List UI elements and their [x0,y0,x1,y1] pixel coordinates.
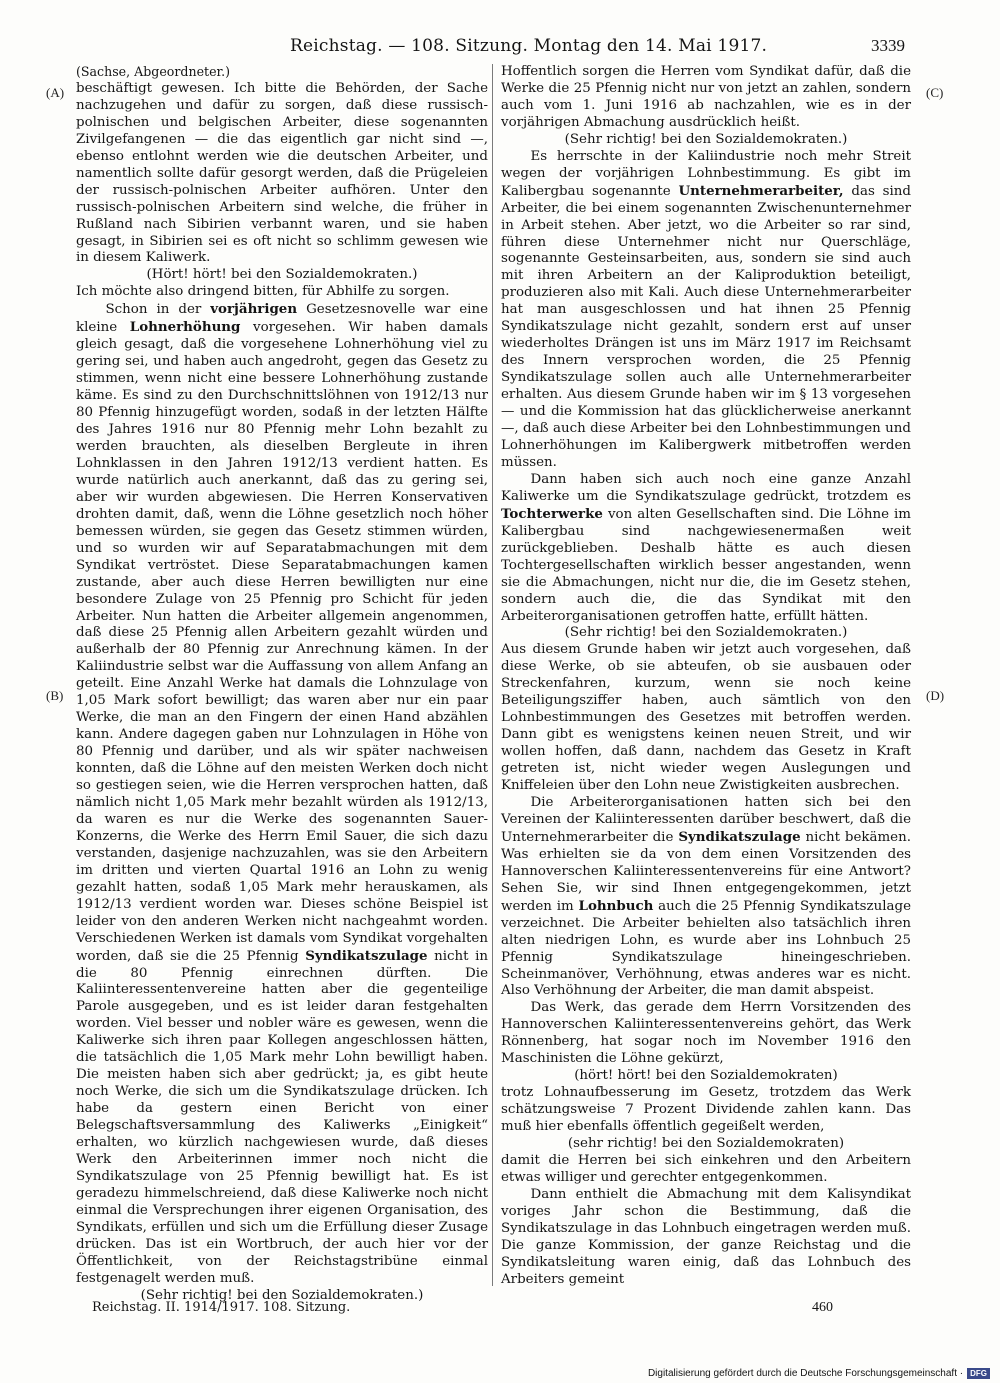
text-run: auch die 25 Pfennig Syndikatszulage verzeichnet. Die Arbeiter behielten also tatsächlich ihren alten niedrigen Lohn, es wurde aber ins Lohnbuch 25 Pfennig Syndikatszulage hineingeschrieben. Scheinmanöver, Verhöhnung, etwas anderes war es nicht. Also Verhöhnung der Arbeiter, die man damit abspeist. [501,898,911,999]
emphasis-text: vorjährigen [210,301,298,318]
header-page-number: 3339 [871,36,905,55]
paragraph: beschäftigt gewesen. Ich bitte die Behörden, der Sache nachzugehen und dafür zu sorgen, daß diese russisch-polnischen und belgischen Arbeiter, diese sogenannten Zivilgefangenen — die das eigentlich gar nicht sind —, ebenso entlohnt werden wie die deutschen Arbeiter, und namentlich sollte dafür gesorgt werden, daß die Prügeleien der russisch-polnischen Arbeiter aufhören. Unter den russisch-polnischen Arbeitern sind welche, die früher in Rußland nach Sibirien verbannt waren, und sie haben gesagt, in Sibirien sei es oft nicht so schlimm gewesen wie in diesem Kaliwerk. [76,80,488,266]
paragraph [501,149,911,472]
emphasis-text: Syndikatszulage [678,828,801,845]
margin-letter-a: (A) [46,85,65,100]
paragraph: damit die Herren bei sich einkehren und den Arbeitern etwas williger und gerechter entgegenkommen. [501,1153,911,1185]
margin-letter-b: (B) [46,688,64,703]
text-run: Dann haben sich auch noch eine ganze Anzahl Kaliwerke um die Syndikatszulage gedrückt, trotzdem es [501,471,911,504]
funding-notice [648,1368,990,1379]
interjection: (sehr richtig! bei den Sozialdemokraten) [567,1136,845,1152]
emphasis-text: Lohnerhöhung [129,319,241,336]
paragraph: trotz Lohnaufbesserung im Gesetz, trotzdem das Werk schätzungsweise 7 Prozent Dividende zahlen kann. Das muß hier ebenfalls öffentlich gegeißelt werden, [501,1085,911,1135]
paragraph: Dann enthielt die Abmachung mit dem Kalisyndikat voriges Jahr schon die Bestimmung, daß die Syndikatszulage in das Lohnbuch eingetragen werden muß. Die ganze Kommission, der ganze Reichstag und die Syndikatsleitung waren einig, daß das Lohnbuch des Arbeiters gemeint [501,1186,911,1287]
text-run: Die Arbeiterorganisationen hatten sich bei den Vereinen der Kaliinteressenten darüber beschwert, daß die Unternehmerarbeiter die [501,794,911,845]
column-divider [492,64,493,1286]
emphasis-text: Unternehmerarbeiter, [678,182,844,199]
footer-session-info: Reichstag. II. 1914/1917. 108. Sitzung. [92,1300,351,1315]
text-run: vorgesehen. Wir haben damals gleich gesagt, daß die vorgesehene Lohnerhöhung viel zu gering sei, und haben auch angedroht, gegen das Gesetz zu stimmen, wenn nicht eine bessere Lohnerhöhung zustande käme. Es sind zu den Durchschnittslöhnen von 1912/13 nur 80 Pfennig hinzugefügt worden, sodaß in der letzten Hälfte des Jahres 1916 nur 80 Pfennig mehr Lohn bezahlt zu werden brauchten, als dieselben Bergleute in ihren Lohnklassen in den Jahren 1912/13 verdient hatten. Es wurde natürlich auch anerkannt, daß das zu gering sei, aber wir wurden abgewiesen. Die Herren Konservativen drohten damit, daß, wenn die Löhne gesetzlich noch höher bemessen würden, sie gegen das Gesetz stimmen würden, und so wurden wir auf Separatabmachungen mit dem Syndikat vertröstet. Diese Separatabmachungen kamen zustande, aber auch diese Herren bewilligten nur eine besondere Zulage von 25 Pfennig pro Schicht für jeden Arbeiter. Nun hatten die Arbeiter allgemein angenommen, daß diese 25 Pfennig allen Arbeitern gezahlt würden und außerhalb der 80 Pfennig zur Anrechnung kämen. In der Kaliindustrie selbst war die Auffassung von allem Anfang an geteilt. Eine Anzahl Werke hat damals die Lohnzulage von 1,05 Mark sofort bewilligt; das waren aber nur ein paar Werke, die man an den Fingern der einen Hand abzählen kann. Andere dagegen gaben nur Lohnzulagen in Höhe von 80 Pfennig und darüber, und als wir später nachweisen konnten, daß die Löhne auf den meisten Werken doch nicht so gestiegen seien, wie die Herren versprochen hatten, daß nämlich nicht 1,05 Mark mehr bezahlt würden als 1912/13, da waren es nur die Werke des sogenannten Sauer-Konzerns, die Werke des Herrn Emil Sauer, die sich dazu verstanden, dasjenige nachzuzahlen, was sie den Arbeitern im dritten und vierten Quartal 1916 an Lohn zu wenig gezahlt hatten, sodaß 1,05 Mark mehr herauskamen, als 1912/13 verdient worden war. Dieses schöne Beispiel ist leider von den anderen Werken nicht nachgeahmt worden. Verschiedenen Werken ist damals vom Syndikat vorgehalten worden, daß sie die 25 Pfennig [76,320,488,964]
interjection: (Sehr richtig! bei den Sozialdemokraten.) [140,1287,424,1303]
text-run: nicht bekämen. Was erhielten sie da von dem einen Vorsitzenden des Hannoverschen Kaliinteressentenvereins für eine Antwort? Sehen Sie, wir sind Ihnen entgegengekommen, jetzt werden im [501,829,911,914]
emphasis-text: Lohnbuch [578,897,654,914]
footer-sheet-number: 460 [812,1300,833,1315]
paragraph [76,301,488,1287]
header-title: Reichstag. — 108. Sitzung. Montag den 14. Mai 1917. [290,36,768,56]
paragraph [501,795,911,1000]
right-column [501,64,911,1289]
paragraph: Ich möchte also dringend bitten, für Abhilfe zu sorgen. [76,284,450,300]
left-column [76,64,488,1305]
interjection: (Sehr richtig! bei den Sozialdemokraten.) [564,131,848,147]
margin-letter-d: (D) [926,688,945,703]
paragraph: Das Werk, das gerade dem Herrn Vorsitzenden des Hannoverschen Kaliinteressentenvereins gehört, das Werk Rönnenberg, hat sogar noch im November 1916 den Maschinisten die Löhne gekürzt, [501,1000,911,1067]
text-run: Schon in der [105,302,211,318]
interjection: (hört! hört! bei den Sozialdemokraten) [574,1068,838,1084]
emphasis-text: Tochterwerke [501,505,603,522]
margin-letter-c: (C) [926,85,944,100]
interjection: (Sehr richtig! bei den Sozialdemokraten.) [564,625,848,641]
interjection: (Hört! hört! bei den Sozialdemokraten.) [146,267,418,283]
paragraph [501,472,911,626]
paragraph: Hoffentlich sorgen die Herren vom Syndikat dafür, daß die Werke die 25 Pfennig nicht nur von jetzt an zahlen, sondern auch vom 1. Juni 1916 ab nachzahlen, wie es in der vorjährigen Abmachung ausdrücklich heißt. [501,64,911,130]
emphasis-text: Syndikatszulage [305,947,428,964]
text-run: von alten Gesellschaften sind. Die Löhne im Kalibergbau sind nachgewiesenermaßen weit zurückgeblieben. Deshalb hätte es auch diesen Tochtergesellschaften wirklich besser angestanden, wenn sie die Abmachungen, nicht nur die, die im Gesetz stehen, sondern auch die, die das Syndikat mit den Arbeiterorganisationen getroffen hatte, erfüllt hätten. [501,506,911,624]
page-header [70,34,905,58]
funding-text: Digitalisierung gefördert durch die Deutsche Forschungsgemeinschaft · [647,1368,964,1379]
text-run: Es herrschte in der Kaliindustrie noch mehr Streit wegen der vorjährigen Lohnbestimmung. Es gibt im Kalibergbau sogenannte [501,148,911,199]
text-run: das sind Arbeiter, die bei einem sogenannten Zwischenunternehmer in Arbeit stehen. Aber jetzt, wo die Arbeiter so rar sind, führen diese Unternehmer nicht nur Querschläge, sogenannte Gesteinsarbeiten, aus, sondern sie sind auch mit ihren Arbeitern an der Kaliproduktion beteiligt, produzieren also mit Kali. Auch diese Unternehmerarbeiter hat man ausgeschlossen und hat ihnen 25 Pfennig Syndikatszulage nicht gezahlt, sondern erst auf unser wiederholtes Drängen ist uns im März 1917 im Reichsamt des Innern versprochen worden, die 25 Pfennig Syndikatszulage sollen auch alle Unternehmerarbeiter erhalten. Aus diesem Grunde haben wir im § 13 vorgesehen — und die Kommission hat das glücklicherweise anerkannt —, daß auch diese Arbeiter bei den Lohnbestimmungen und Lohnerhöhungen im Kalibergwerk mitbetroffen werden müssen. [501,183,912,470]
dfg-logo-icon: DFG [967,1368,990,1379]
text-run: Gesetzesnovelle war eine kleine [76,302,489,336]
text-run: nicht in die 80 Pfennig einrechnen dürften. Die Kaliinteressentenvereine hatten aber die gegenteilige Parole ausgegeben, und es ist leider daran festgehalten worden. Viel besser und nobler wäre es gewesen, wenn die Kaliwerke sich ihren paar Kollegen angeschlossen hätten, die tatsächlich die 1,05 Mark mehr Lohn bewilligt haben. Die meisten haben sich aber gedrückt; ja, es gibt heute noch Werke, die sich um die Syndikatszulage drücken. Ich habe da gestern einen Bericht von einer Belegschaftsversammlung des Kaliwerks „Einigkeit“ erhalten, wo kürzlich nachgewiesen wurde, daß dieses Werk den Arbeiterinnen immer noch nicht die Syndikatszulage von 25 Pfennig bewilligt hat. Es ist geradezu himmelschreiend, daß diese Kaliwerke noch nicht einmal die Versprechungen ihrer eigenen Organisation, des Syndikats, erfüllen und sich um die Erfüllung dieser Zusage drücken. Das ist ein Wortbruch, der auch hier vor der Öffentlichkeit, von der Reichstagstribüne einmal festgenagelt werden muß. [76,948,488,1286]
paragraph: Aus diesem Grunde haben wir jetzt auch vorgesehen, daß diese Werke, ob sie abteufen, ob sie ausbauen oder Streckenfahren, kurzum, wenn sie noch keine Beteiligungsziffer haben, auch sämtlich von den Lohnbestimmungen des Gesetzes mit betroffen werden. Dann gibt es wenigstens keinen neuen Streit, und wir wollen hoffen, daß dann, nachdem das Gesetz in Kraft getreten ist, nicht wieder wegen Auslegungen und Kniffeleien über den Lohn neue Zwistigkeiten ausbrechen. [501,642,911,794]
speaker-label: (Sachse, Abgeordneter.) [76,64,231,79]
